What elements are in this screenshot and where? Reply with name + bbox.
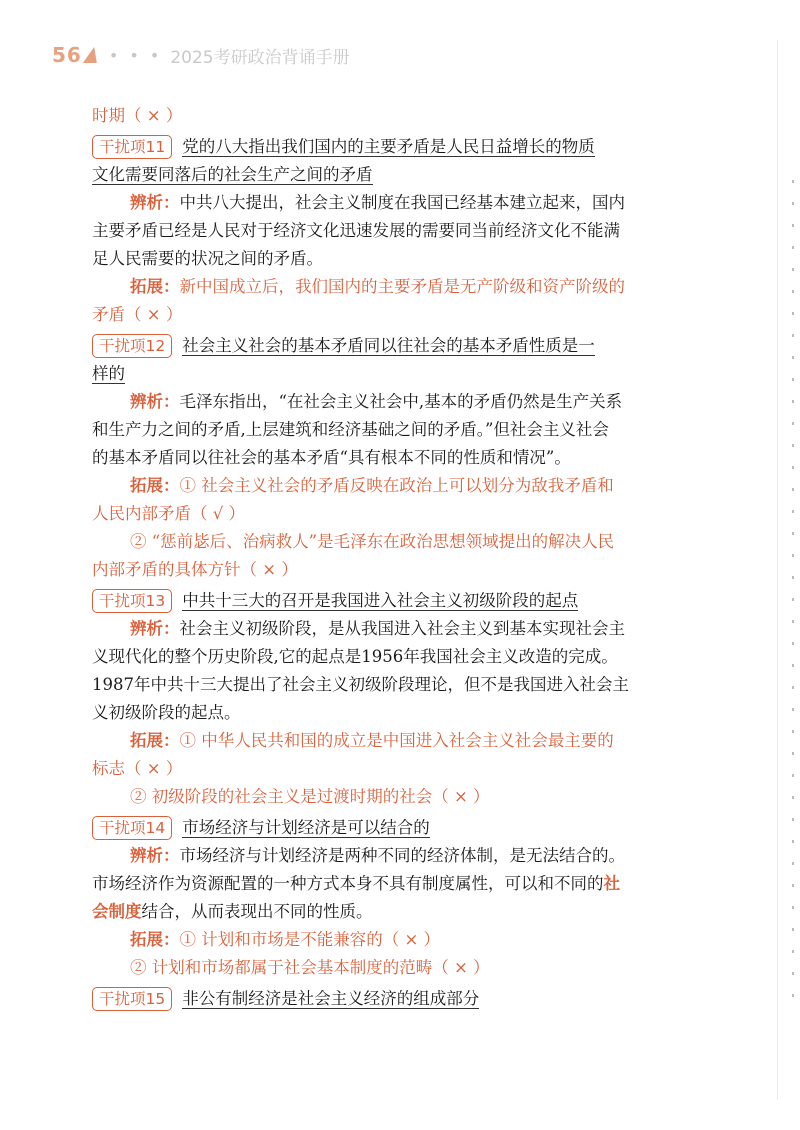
analysis-text: 主要矛盾已经是人民对于经济文化迅速发展的需要同当前经济文化不能满 bbox=[92, 221, 620, 240]
distractor-11-extension-l2 bbox=[92, 301, 712, 329]
scan-edge-marks bbox=[792, 180, 794, 1000]
distractor-11-statement-line2: 文化需要同落后的社会生产之间的矛盾 bbox=[92, 165, 373, 184]
distractor-13-analysis-l3 bbox=[92, 671, 712, 699]
analysis-text: 毛泽东指出，“在社会主义社会中,基本的矛盾仍然是生产关系 bbox=[179, 392, 623, 411]
analysis-text: 社会主义初级阶段，是从我国进入社会主义到基本实现社会主 bbox=[179, 619, 625, 638]
continued-line bbox=[92, 102, 712, 130]
extension-label: 拓展： bbox=[130, 930, 180, 949]
page-body bbox=[92, 102, 712, 1013]
analysis-label: 辨析： bbox=[130, 846, 180, 865]
extension-text: ② 初级阶段的社会主义是过渡时期的社会（ × ） bbox=[130, 787, 490, 806]
distractor-12-extension-2 bbox=[92, 528, 712, 556]
distractor-12-row bbox=[54, 332, 712, 360]
distractor-11-badge: 干扰项11 bbox=[92, 135, 172, 159]
distractor-14-statement: 市场经济与计划经济是可以结合的 bbox=[182, 818, 430, 837]
distractor-14-analysis-l2 bbox=[92, 870, 712, 898]
distractor-14-analysis-l3 bbox=[92, 898, 712, 926]
analysis-text: 的基本矛盾同以往社会的基本矛盾“具有根本不同的性质和情况”。 bbox=[92, 448, 571, 467]
distractor-13-badge: 干扰项13 bbox=[92, 589, 172, 613]
extension-text: ① 中华人民共和国的成立是中国进入社会主义社会最主要的 bbox=[179, 731, 614, 750]
distractor-11-statement: 党的八大指出我们国内的主要矛盾是人民日益增长的物质 bbox=[182, 137, 595, 156]
extension-label: 拓展： bbox=[130, 277, 180, 296]
distractor-15-statement: 非公有制经济是社会主义经济的组成部分 bbox=[182, 989, 480, 1008]
extension-text: 标志（ × ） bbox=[92, 759, 183, 778]
analysis-text: 市场经济作为资源配置的一种方式本身不具有制度属性，可以和不同的 bbox=[92, 874, 604, 893]
distractor-11-extension bbox=[92, 273, 712, 301]
analysis-text: 1987年中共十三大提出了社会主义初级阶段理论，但不是我国进入社会主 bbox=[92, 675, 629, 694]
distractor-12-badge: 干扰项12 bbox=[92, 334, 172, 358]
extension-text: ② 计划和市场都属于社会基本制度的范畴（ × ） bbox=[130, 958, 490, 977]
analysis-keyword: 会制度 bbox=[92, 902, 142, 921]
distractor-15-badge: 干扰项15 bbox=[92, 987, 172, 1011]
analysis-label: 辨析： bbox=[130, 619, 180, 638]
distractor-14-extension-2 bbox=[92, 954, 712, 982]
page-number: 56 bbox=[52, 43, 82, 67]
distractor-13-extension-2 bbox=[92, 783, 712, 811]
distractor-11-statement-cont bbox=[92, 161, 712, 189]
distractor-14-analysis bbox=[92, 842, 712, 870]
distractor-12-statement-line2: 样的 bbox=[92, 364, 125, 383]
analysis-text: 和生产力之间的矛盾,上层建筑和经济基础之间的矛盾。”但社会主义社会 bbox=[92, 420, 609, 439]
continued-text: 时期（ × ） bbox=[92, 106, 183, 125]
distractor-13-analysis bbox=[92, 615, 712, 643]
extension-text: ② “惩前毖后、治病救人”是毛泽东在政治思想领域提出的解决人民 bbox=[130, 532, 615, 551]
analysis-text: 市场经济与计划经济是两种不同的经济体制，是无法结合的。 bbox=[179, 846, 625, 865]
extension-label: 拓展： bbox=[130, 731, 180, 750]
header-dots: • • • bbox=[108, 45, 163, 65]
distractor-13-row bbox=[54, 587, 712, 615]
extension-label: 拓展： bbox=[130, 476, 180, 495]
extension-text: 人民内部矛盾（ √ ） bbox=[92, 504, 246, 523]
distractor-13-extension bbox=[92, 727, 712, 755]
distractor-12-statement: 社会主义社会的基本矛盾同以往社会的基本矛盾性质是一 bbox=[182, 336, 595, 355]
distractor-12-extension bbox=[92, 472, 712, 500]
distractor-12-extension-2-l2 bbox=[92, 556, 712, 584]
distractor-11-analysis-l2 bbox=[92, 217, 712, 245]
analysis-label: 辨析： bbox=[130, 392, 180, 411]
analysis-label: 辨析： bbox=[130, 193, 180, 212]
distractor-12-extension-l2 bbox=[92, 500, 712, 528]
analysis-text: 中共八大提出，社会主义制度在我国已经基本建立起来，国内 bbox=[179, 193, 625, 212]
analysis-text: 义现代化的整个历史阶段,它的起点是1956年我国社会主义改造的完成。 bbox=[92, 647, 618, 666]
extension-text: 新中国成立后，我们国内的主要矛盾是无产阶级和资产阶级的 bbox=[179, 277, 625, 296]
analysis-keyword: 社 bbox=[603, 874, 620, 893]
distractor-11-row bbox=[54, 133, 712, 161]
distractor-11-analysis-l3 bbox=[92, 245, 712, 273]
distractor-12-analysis-l3 bbox=[92, 444, 712, 472]
distractor-13-statement: 中共十三大的召开是我国进入社会主义初级阶段的起点 bbox=[182, 591, 579, 610]
distractor-14-row bbox=[54, 814, 712, 842]
extension-text: ① 计划和市场是不能兼容的（ × ） bbox=[179, 930, 441, 949]
distractor-15-row bbox=[54, 985, 712, 1013]
distractor-12-analysis-l2 bbox=[92, 416, 712, 444]
distractor-13-analysis-l4 bbox=[92, 699, 712, 727]
analysis-text: 义初级阶段的起点。 bbox=[92, 703, 241, 722]
book-title: 2025考研政治背诵手册 bbox=[170, 47, 350, 68]
extension-text: ① 社会主义社会的矛盾反映在政治上可以划分为敌我矛盾和 bbox=[179, 476, 614, 495]
scan-shadow-line bbox=[777, 40, 778, 1100]
distractor-14-badge: 干扰项14 bbox=[92, 816, 172, 840]
distractor-12-analysis bbox=[92, 388, 712, 416]
distractor-13-analysis-l2 bbox=[92, 643, 712, 671]
distractor-11-analysis bbox=[92, 189, 712, 217]
analysis-text: 结合，从而表现出不同的性质。 bbox=[141, 902, 373, 921]
page-number-tab-icon bbox=[83, 47, 101, 63]
distractor-13-extension-l2 bbox=[92, 755, 712, 783]
page-header bbox=[52, 42, 350, 68]
distractor-12-statement-cont bbox=[92, 360, 712, 388]
distractor-14-extension bbox=[92, 926, 712, 954]
analysis-text: 足人民需要的状况之间的矛盾。 bbox=[92, 249, 323, 268]
extension-text: 内部矛盾的具体方针（ × ） bbox=[92, 560, 298, 579]
extension-text: 矛盾（ × ） bbox=[92, 305, 183, 324]
